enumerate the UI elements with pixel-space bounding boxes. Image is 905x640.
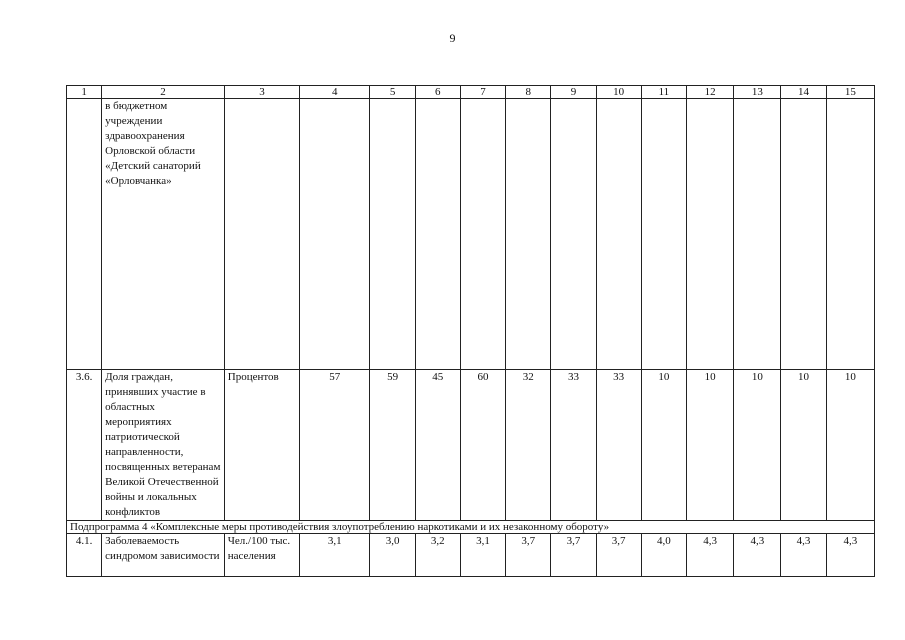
value-cell <box>734 99 781 370</box>
indicator-name: в бюджетном учреждении здравоохранения Орловской области «Детский санаторий «Орловчанка» <box>102 99 225 370</box>
column-header: 11 <box>641 86 686 99</box>
column-header: 4 <box>300 86 370 99</box>
subprogram-row <box>67 521 875 534</box>
value-cell: 4,0 <box>641 534 686 577</box>
column-header: 8 <box>506 86 551 99</box>
unit-cell: Чел./100 тыс. населения <box>224 534 299 577</box>
value-cell: 3,0 <box>370 534 415 577</box>
column-header: 3 <box>224 86 299 99</box>
value-cell <box>596 99 641 370</box>
value-cell <box>781 99 826 370</box>
value-cell: 45 <box>415 370 460 521</box>
value-cell: 4,3 <box>826 534 874 577</box>
value-cell: 10 <box>826 370 874 521</box>
column-header: 2 <box>102 86 225 99</box>
column-header: 6 <box>415 86 460 99</box>
value-cell: 4,3 <box>734 534 781 577</box>
table-row <box>67 534 875 577</box>
column-header: 12 <box>687 86 734 99</box>
value-cell <box>370 99 415 370</box>
value-cell: 59 <box>370 370 415 521</box>
value-cell <box>826 99 874 370</box>
value-cell: 4,3 <box>781 534 826 577</box>
row-number: 3.6. <box>67 370 102 521</box>
column-number-header-row <box>67 86 875 99</box>
indicators-table <box>66 85 875 577</box>
value-cell <box>551 99 596 370</box>
table-row <box>67 99 875 370</box>
unit-cell: Процентов <box>224 370 299 521</box>
column-header: 7 <box>460 86 505 99</box>
column-header: 9 <box>551 86 596 99</box>
column-header: 13 <box>734 86 781 99</box>
value-cell: 33 <box>551 370 596 521</box>
value-cell: 10 <box>687 370 734 521</box>
column-header: 15 <box>826 86 874 99</box>
value-cell: 60 <box>460 370 505 521</box>
value-cell: 33 <box>596 370 641 521</box>
indicator-name: Заболеваемость синдромом зависимости <box>102 534 225 577</box>
value-cell <box>415 99 460 370</box>
column-header: 10 <box>596 86 641 99</box>
value-cell: 10 <box>641 370 686 521</box>
value-cell: 10 <box>781 370 826 521</box>
value-cell <box>687 99 734 370</box>
value-cell: 3,7 <box>551 534 596 577</box>
subprogram-title: Подпрограмма 4 «Комплексные меры противодействия злоупотреблению наркотиками и их незаконному обороту» <box>67 521 875 534</box>
value-cell <box>506 99 551 370</box>
value-cell: 3,7 <box>506 534 551 577</box>
value-cell <box>300 99 370 370</box>
column-header: 1 <box>67 86 102 99</box>
value-cell: 3,2 <box>415 534 460 577</box>
value-cell: 10 <box>734 370 781 521</box>
value-cell: 4,3 <box>687 534 734 577</box>
column-header: 5 <box>370 86 415 99</box>
value-cell: 3,7 <box>596 534 641 577</box>
row-number <box>67 99 102 370</box>
page-number: 9 <box>449 31 456 45</box>
row-number: 4.1. <box>67 534 102 577</box>
value-cell <box>641 99 686 370</box>
value-cell <box>460 99 505 370</box>
value-cell: 32 <box>506 370 551 521</box>
value-cell: 3,1 <box>460 534 505 577</box>
indicator-name: Доля граждан, принявших участие в областных мероприятиях патриотической направленности, посвященных ветеранам Великой Отечественной войны и локальных конфликтов <box>102 370 225 521</box>
column-header: 14 <box>781 86 826 99</box>
table-row <box>67 370 875 521</box>
unit-cell <box>224 99 299 370</box>
value-cell: 3,1 <box>300 534 370 577</box>
value-cell: 57 <box>300 370 370 521</box>
